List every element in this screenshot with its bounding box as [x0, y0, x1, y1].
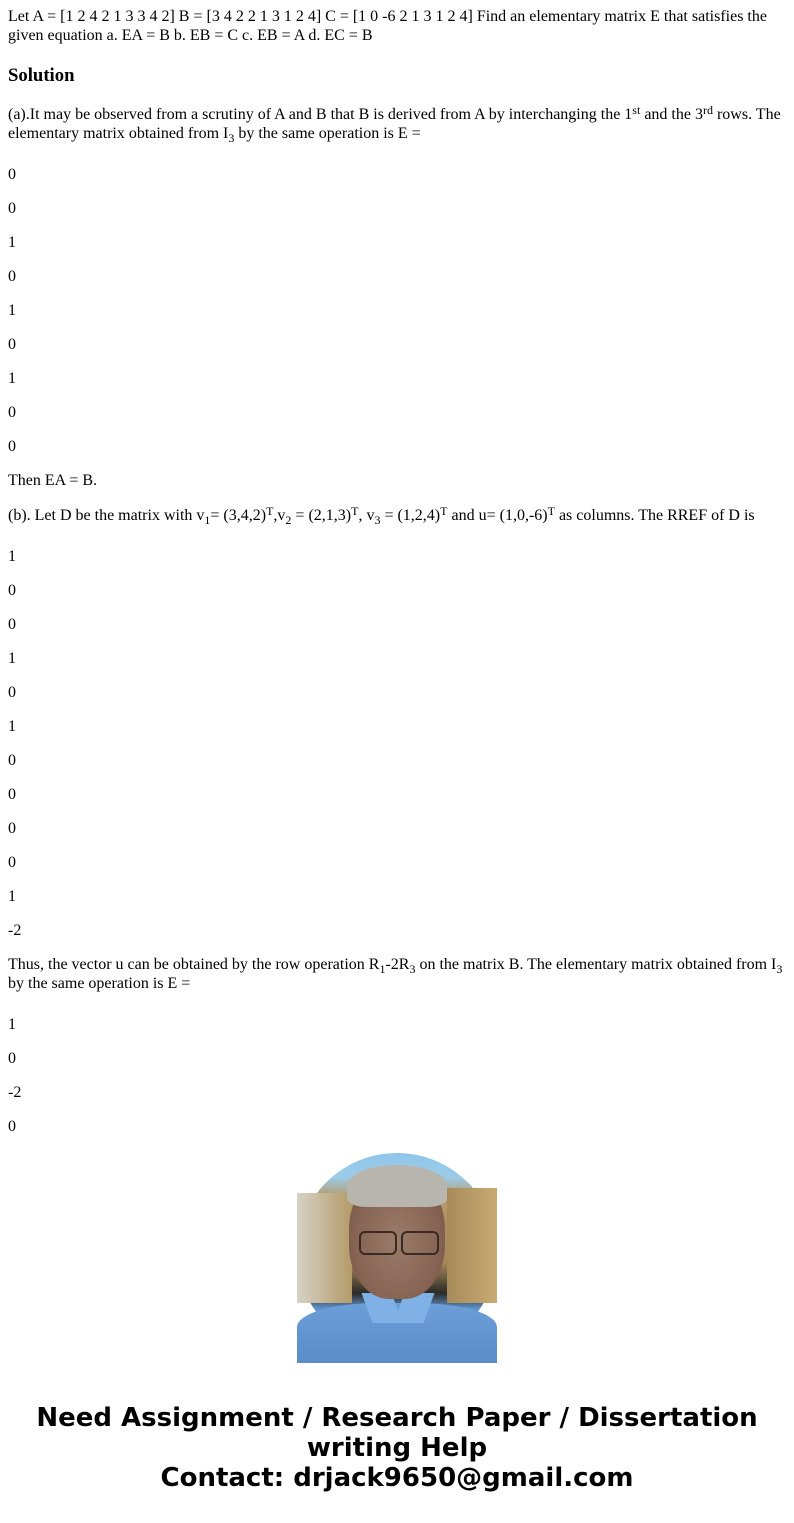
subscript: 2	[285, 513, 292, 527]
part-b-intro	[8, 506, 788, 525]
text-run: (b). Let D be the matrix with v	[8, 507, 205, 524]
text-run: Thus, the vector u can be obtained by the row operation R	[8, 956, 380, 973]
subscript: 3	[374, 513, 381, 527]
text-run: = (2,1,3)	[291, 507, 352, 524]
matrix-cell: 0	[8, 1118, 16, 1135]
hair-shape	[347, 1165, 447, 1207]
text-run: on the matrix B. The elementary matrix obtained from I	[415, 956, 777, 973]
text-run: rows. The elementary matrix obtained from I	[8, 106, 781, 142]
superscript: st	[632, 103, 641, 117]
matrix-cell: 0	[8, 820, 16, 837]
matrix-cell: 0	[8, 268, 16, 285]
document-content	[8, 0, 788, 1135]
background-panel	[297, 1193, 352, 1303]
matrix-cell: 1	[8, 548, 16, 565]
subscript: 1	[379, 962, 386, 976]
matrix-e-part-b	[8, 1009, 788, 1145]
subscript: 3	[228, 131, 235, 145]
glasses-icon	[359, 1231, 397, 1255]
matrix-cell: 1	[8, 1016, 16, 1033]
promo-contact: Contact: drjack9650@gmail.com	[160, 1463, 634, 1493]
matrix-cell: 0	[8, 166, 16, 183]
matrix-cell: 0	[8, 404, 16, 421]
matrix-cell: 1	[8, 888, 16, 905]
promo-line-2: writing Help	[306, 1433, 488, 1463]
text-run: , v	[358, 507, 375, 524]
matrix-cell: 0	[8, 438, 16, 455]
matrix-cell: 0	[8, 1050, 16, 1067]
matrix-cell: 1	[8, 370, 16, 387]
rref-matrix	[8, 541, 788, 949]
matrix-cell: 1	[8, 302, 16, 319]
part-a-conclusion: Then EA = B.	[8, 472, 98, 489]
text-run: and the 3	[640, 106, 703, 123]
text-run: (a).It may be observed from a scrutiny of A and B that B is derived from A by interchanging the 1	[8, 106, 633, 123]
text-run: as columns. The RREF of D is	[554, 507, 755, 524]
matrix-cell: -2	[8, 922, 22, 939]
matrix-cell: 0	[8, 684, 16, 701]
text-run: and u= (1,0,-6)	[447, 507, 548, 524]
text-run: by the same operation is E =	[8, 975, 191, 992]
promo-line-1: Need Assignment / Research Paper / Dissertation	[36, 1403, 758, 1433]
matrix-cell: 1	[8, 718, 16, 735]
text-run: = (3,4,2)	[210, 507, 267, 524]
superscript: rd	[702, 103, 713, 117]
matrix-cell: 1	[8, 234, 16, 251]
superscript: T	[351, 504, 359, 518]
glasses-icon	[401, 1231, 439, 1255]
background-panel	[447, 1188, 497, 1303]
promo-text	[0, 1403, 794, 1493]
matrix-cell: -2	[8, 1084, 22, 1101]
superscript: T	[266, 504, 274, 518]
subscript: 3	[776, 962, 783, 976]
subscript: 1	[204, 513, 211, 527]
text-run: = (1,2,4)	[380, 507, 441, 524]
superscript: T	[547, 504, 555, 518]
part-a-intro	[8, 105, 788, 143]
matrix-cell: 0	[8, 786, 16, 803]
superscript: T	[440, 504, 448, 518]
promo-section	[0, 1150, 794, 1493]
matrix-cell: 0	[8, 200, 16, 217]
text-run: ,v	[273, 507, 286, 524]
part-b-thus	[8, 955, 788, 993]
solution-heading: Solution	[8, 65, 75, 86]
matrix-cell: 0	[8, 854, 16, 871]
matrix-cell: 1	[8, 650, 16, 667]
matrix-cell: 0	[8, 616, 16, 633]
matrix-cell: 0	[8, 752, 16, 769]
subscript: 3	[409, 962, 416, 976]
text-run: -2R	[385, 956, 410, 973]
author-avatar	[297, 1153, 497, 1353]
matrix-cell: 0	[8, 336, 16, 353]
question-text: Let A = [1 2 4 2 1 3 3 4 2] B = [3 4 2 2 1 3 1 2 4] C = [1 0 -6 2 1 3 1 2 4] Find an elementary matrix E that satisfies the given equation a. EA = B b. EB = C c. EB = A d. EC = B	[8, 8, 767, 44]
text-run: by the same operation is E =	[234, 125, 421, 142]
matrix-cell: 0	[8, 582, 16, 599]
matrix-e-part-a	[8, 159, 788, 465]
